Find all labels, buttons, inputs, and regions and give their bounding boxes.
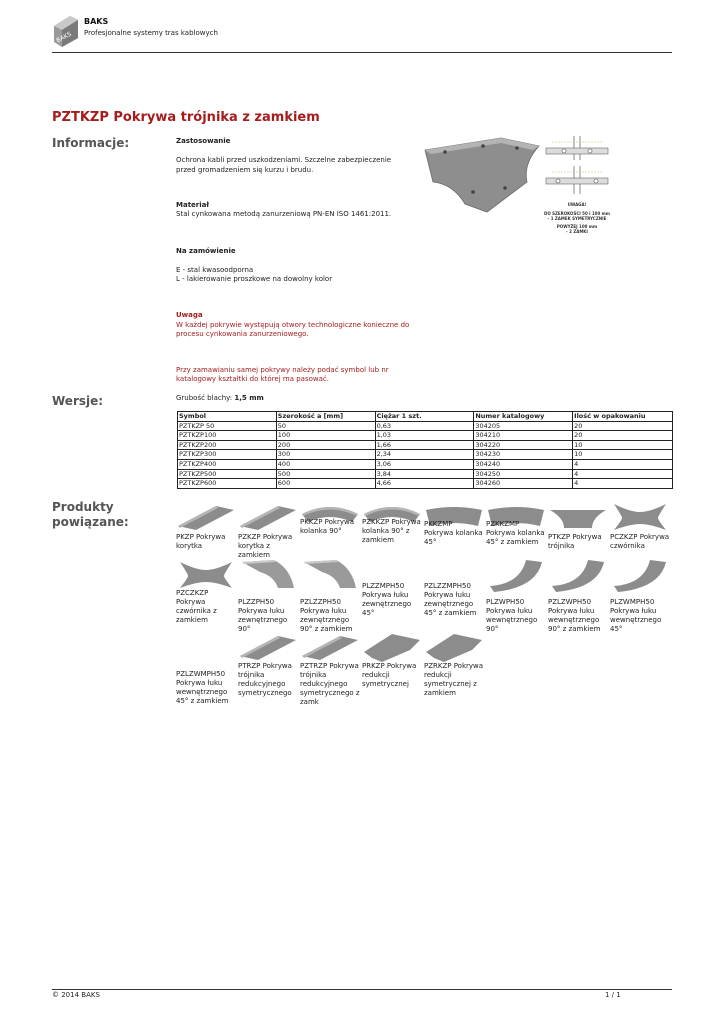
- drawing-note-line4: - 2 ZAMKI: [566, 229, 588, 234]
- warning-line2: procesu cynkowania zanurzeniowego.: [176, 330, 309, 338]
- svg-text:BAKS: BAKS: [55, 30, 73, 45]
- usage-text-line1: Ochrona kabli przed uszkodzeniami. Szczelne zabezpieczenie: [176, 156, 392, 164]
- table-cell: PZTKZP500: [178, 469, 277, 479]
- table-header-cell: Numer katalogowy: [474, 412, 573, 422]
- footer-page-number: 1 / 1: [605, 991, 621, 999]
- related-product-thumbnail[interactable]: [610, 500, 670, 536]
- table-cell: 1,03: [375, 431, 474, 441]
- table-cell: 3,84: [375, 469, 474, 479]
- related-product-thumbnail[interactable]: [424, 630, 484, 666]
- warning-line1: W każdej pokrywie występują otwory technologiczne konieczne do: [176, 321, 410, 329]
- material-text: Stal cynkowana metodą zanurzeniową PN-EN ISO 1461:2011.: [176, 210, 392, 218]
- related-product-thumbnail[interactable]: [238, 500, 298, 536]
- table-cell: 0,63: [375, 421, 474, 431]
- related-product-label[interactable]: PZKZP Pokrywa korytka z zamkiem: [238, 533, 293, 559]
- related-product-thumbnail[interactable]: [548, 558, 608, 594]
- table-cell: PZTKZP600: [178, 479, 277, 489]
- company-name: BAKS: [84, 17, 109, 26]
- material-heading: Materiał: [176, 201, 209, 209]
- table-cell: 500: [276, 469, 375, 479]
- table-cell: 4: [573, 479, 673, 489]
- table-cell: 4: [573, 459, 673, 469]
- table-cell: PZTKZP300: [178, 450, 277, 460]
- table-cell: PZTKZP400: [178, 459, 277, 469]
- table-cell: 2,34: [375, 450, 474, 460]
- order-note-line1: Przy zamawianiu samej pokrywy należy podać symbol lub nr: [176, 366, 389, 374]
- technical-drawing: [544, 136, 610, 235]
- table-cell: 4: [573, 469, 673, 479]
- table-row: [178, 450, 673, 460]
- related-product-label[interactable]: PZKKZP Pokrywa kolanka 90° z zamkiem: [362, 518, 421, 544]
- table-row: [178, 469, 673, 479]
- related-product-label[interactable]: PZLZZPH50 Pokrywa łuku zewnętrznego 90° z zamkiem: [300, 598, 353, 633]
- related-product-label[interactable]: PLZZMPH50 Pokrywa łuku zewnętrznego 45°: [362, 582, 412, 617]
- product-image: [423, 136, 541, 220]
- order-note-line2: katalogowy kształtki do której ma pasować.: [176, 375, 329, 383]
- related-product-thumbnail[interactable]: [548, 500, 608, 536]
- table-row: [178, 479, 673, 489]
- order-line2: L - lakierowanie proszkowe na dowolny kolor: [176, 275, 333, 283]
- table-cell: 10: [573, 450, 673, 460]
- section-versions-label: Wersje:: [52, 394, 104, 408]
- related-product-label[interactable]: PZCZKZP Pokrywa czwórnika z zamkiem: [176, 589, 217, 624]
- table-cell: 400: [276, 459, 375, 469]
- order-line1: E - stal kwasoodporna: [176, 266, 254, 274]
- related-product-label[interactable]: PZTRZP Pokrywa trójnika redukcyjnego symetrycznego z zamk: [300, 662, 360, 706]
- related-product-thumbnail[interactable]: [176, 500, 236, 536]
- related-product-label[interactable]: PTKZP Pokrywa trójnika: [548, 533, 602, 550]
- related-product-label[interactable]: PZKKZMP Pokrywa kolanka 45° z zamkiem: [486, 520, 545, 546]
- related-product-thumbnail[interactable]: [300, 558, 360, 594]
- related-product-label[interactable]: PKKZP Pokrywa kolanka 90°: [300, 518, 354, 535]
- table-cell: 20: [573, 431, 673, 441]
- related-product-thumbnail[interactable]: [486, 558, 546, 594]
- table-row: [178, 459, 673, 469]
- related-product-thumbnail[interactable]: [610, 558, 670, 594]
- table-cell: 100: [276, 431, 375, 441]
- table-cell: PZTKZP200: [178, 440, 277, 450]
- related-product-label[interactable]: PZRKZP Pokrywa redukcji symetrycznej z zamkiem: [424, 662, 484, 697]
- section-related-label: [52, 500, 129, 530]
- table-header-cell: Symbol: [178, 412, 277, 422]
- drawing-note-line1: DO SZEROKOŚCI 50 i 100 mm: [544, 210, 610, 216]
- related-product-label[interactable]: PLZWPH50 Pokrywa łuku wewnętrznego 90°: [486, 598, 538, 633]
- company-logo: [52, 14, 80, 48]
- related-product-label[interactable]: PZLZWPH50 Pokrywa łuku wewnętrznego 90° z zamkiem: [548, 598, 601, 633]
- table-row: [178, 421, 673, 431]
- related-product-thumbnail[interactable]: [238, 630, 298, 666]
- related-product-label[interactable]: PLZWMPH50 Pokrywa łuku wewnętrznego 45°: [610, 598, 662, 633]
- section-info-label: Informacje:: [52, 136, 130, 150]
- table-cell: 304250: [474, 469, 573, 479]
- table-cell: 10: [573, 440, 673, 450]
- table-cell: 200: [276, 440, 375, 450]
- related-product-label[interactable]: PKZP Pokrywa korytka: [176, 533, 226, 550]
- related-label-line1: Produkty: [52, 500, 114, 514]
- warning-heading: Uwaga: [176, 311, 203, 319]
- company-tagline: Profesjonalne systemy tras kablowych: [84, 29, 218, 37]
- versions-table: [177, 411, 673, 489]
- table-cell: 4,66: [375, 479, 474, 489]
- related-product-label[interactable]: PRKZP Pokrywa redukcji symetrycznej: [362, 662, 417, 688]
- thickness-info: [176, 393, 264, 403]
- related-products-grid: [176, 500, 676, 720]
- table-cell: PZTKZP 50: [178, 421, 277, 431]
- related-product-label[interactable]: PZLZWMPH50 Pokrywa łuku wewnętrznego 45° z zamkiem: [176, 670, 229, 705]
- page-title: PZTKZP Pokrywa trójnika z zamkiem: [52, 110, 320, 125]
- related-product-thumbnail[interactable]: [238, 558, 298, 594]
- table-cell: 50: [276, 421, 375, 431]
- table-header-cell: Szerokość a [mm]: [276, 412, 375, 422]
- table-cell: 304220: [474, 440, 573, 450]
- drawing-note-line3: POWYŻEJ 100 mm: [556, 223, 598, 229]
- table-cell: 304230: [474, 450, 573, 460]
- table-cell: 20: [573, 421, 673, 431]
- table-cell: 304210: [474, 431, 573, 441]
- table-cell: 304260: [474, 479, 573, 489]
- related-product-label[interactable]: PZLZZMPH50 Pokrywa łuku zewnętrznego 45° z zamkiem: [424, 582, 477, 617]
- thickness-label: Grubość blachy:: [176, 394, 233, 402]
- footer-copyright: © 2014 BAKS: [52, 991, 100, 999]
- related-product-label[interactable]: PKKZMP Pokrywa kolanka 45°: [424, 520, 483, 546]
- table-header-row: [178, 412, 673, 422]
- related-label-line2: powiązane:: [52, 515, 129, 529]
- header-divider: [52, 52, 672, 53]
- drawing-note-title: UWAGA!: [567, 202, 587, 207]
- table-row: [178, 440, 673, 450]
- related-product-label[interactable]: PTRZP Pokrywa trójnika redukcyjnego symetrycznego: [238, 662, 292, 697]
- related-product-thumbnail[interactable]: [300, 630, 360, 666]
- table-cell: 3,06: [375, 459, 474, 469]
- table-cell: 300: [276, 450, 375, 460]
- related-product-thumbnail[interactable]: [362, 630, 422, 666]
- footer-divider: [52, 989, 672, 990]
- order-heading: Na zamówienie: [176, 247, 236, 255]
- thickness-value: 1,5 mm: [234, 394, 264, 402]
- table-cell: 304205: [474, 421, 573, 431]
- usage-text-line2: przed gromadzeniem się kurzu i brudu.: [176, 166, 314, 174]
- related-product-label[interactable]: PCZKZP Pokrywa czwórnika: [610, 533, 670, 550]
- table-cell: 1,66: [375, 440, 474, 450]
- related-product-label[interactable]: PLZZPH50 Pokrywa łuku zewnętrznego 90°: [238, 598, 288, 633]
- table-row: [178, 431, 673, 441]
- related-product-thumbnail[interactable]: [176, 630, 236, 666]
- table-header-cell: Ciężar 1 szt.: [375, 412, 474, 422]
- drawing-note-line2: - 1 ZAMEK SYMETRYCZNIE: [547, 216, 607, 221]
- table-cell: 600: [276, 479, 375, 489]
- table-cell: PZTKZP100: [178, 431, 277, 441]
- usage-heading: Zastosowanie: [176, 137, 231, 145]
- table-cell: 304240: [474, 459, 573, 469]
- table-header-cell: Ilość w opakowaniu: [573, 412, 673, 422]
